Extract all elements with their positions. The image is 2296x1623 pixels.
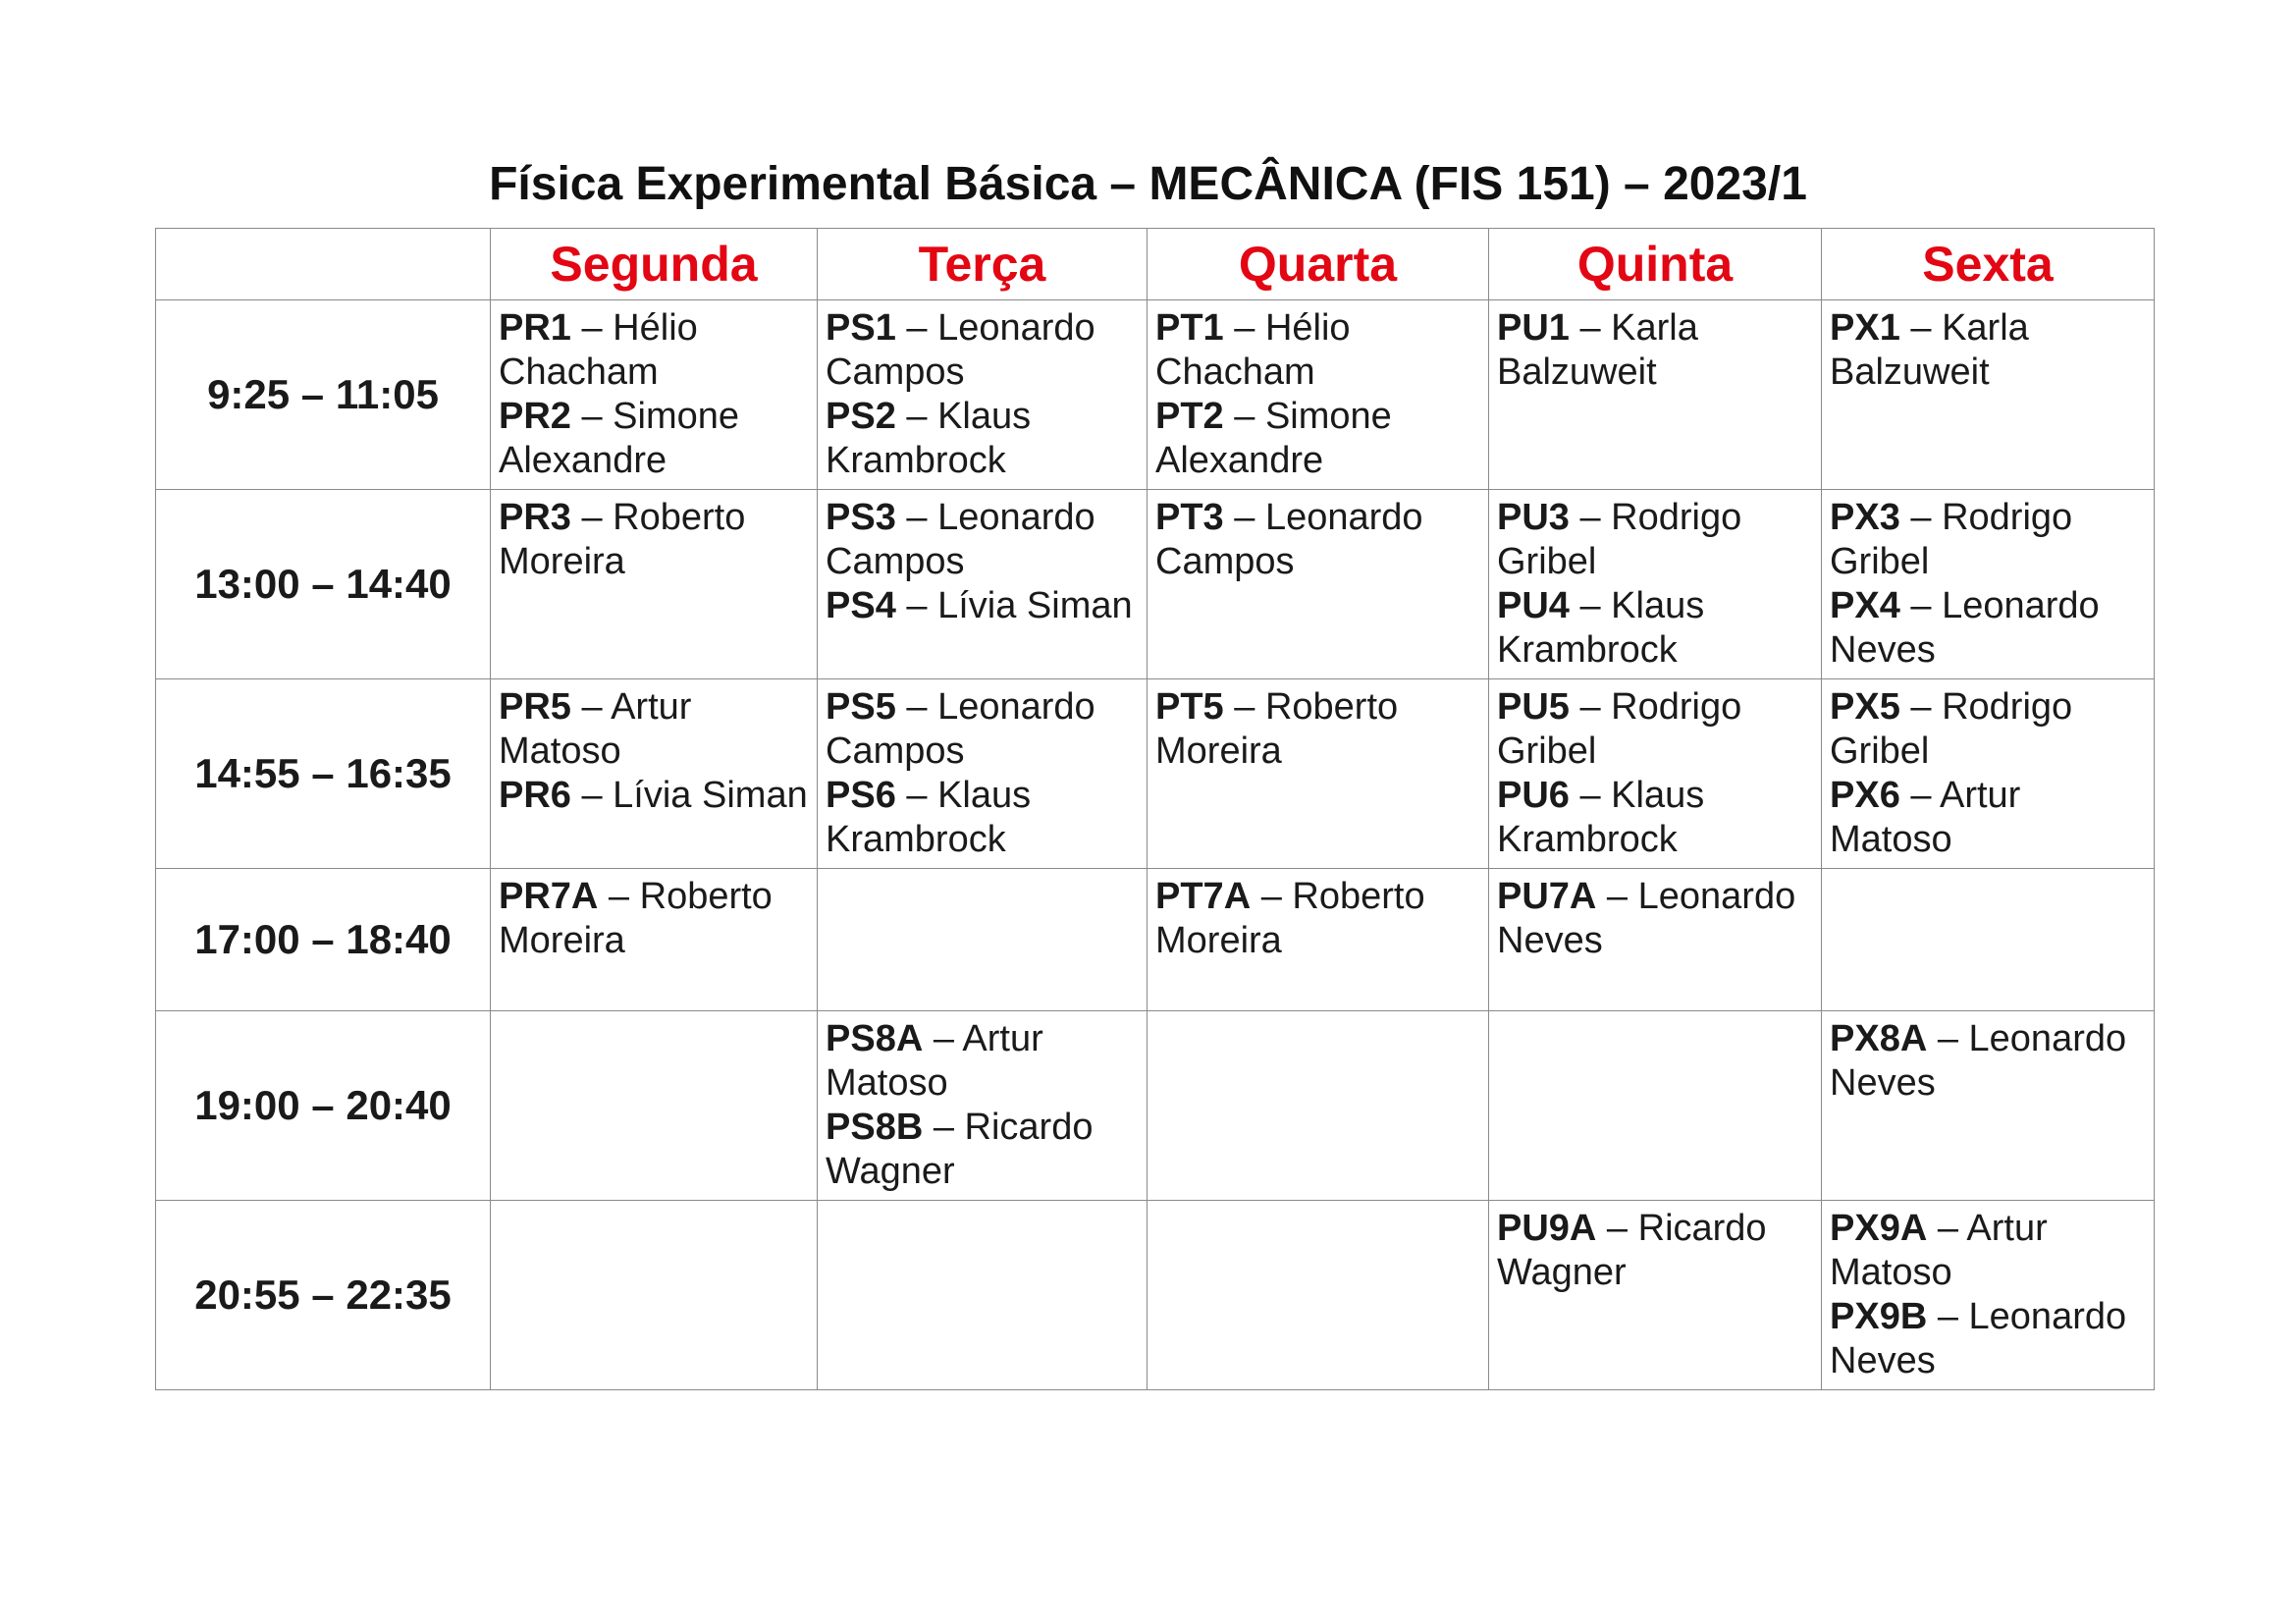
teacher-name: – Rodrigo Gribel [1497,497,1742,582]
teacher-name: – Artur Matoso [1830,775,2021,860]
class-entry [1497,774,1815,862]
class-code: PX4 [1830,585,1900,626]
class-cell-quarta [1148,490,1489,679]
schedule-row [156,1201,2155,1390]
class-cell-segunda [491,1201,818,1390]
class-entry [499,306,811,395]
class-entry [1830,1207,2148,1295]
class-entry [826,496,1141,584]
corner-cell [156,229,491,300]
class-code: PU1 [1497,307,1570,349]
teacher-name: – Rodrigo Gribel [1497,686,1742,772]
class-cell-segunda [491,490,818,679]
class-entry [1497,584,1815,673]
class-code: PR3 [499,497,571,538]
class-code: PS8A [826,1018,924,1059]
class-code: PU4 [1497,585,1570,626]
class-cell-terca [818,679,1148,869]
schedule-row [156,1011,2155,1201]
class-cell-quarta [1148,1201,1489,1390]
class-code: PR2 [499,396,571,437]
teacher-name: – Roberto Moreira [499,497,746,582]
teacher-name: – Karla Balzuweit [1830,307,2029,393]
schedule-row [156,300,2155,490]
teacher-name: – Klaus Krambrock [826,775,1032,860]
teacher-name: – Klaus Krambrock [826,396,1032,481]
schedule-table [155,228,2155,1390]
class-cell-segunda [491,1011,818,1201]
day-header-terca: Terça [818,229,1148,300]
class-code: PT2 [1155,396,1224,437]
day-header-sexta: Sexta [1822,229,2155,300]
class-entry [499,685,811,774]
teacher-name: – Ricardo Wagner [826,1107,1094,1192]
class-cell-segunda [491,679,818,869]
class-code: PX6 [1830,775,1900,816]
teacher-name: – Roberto Moreira [499,876,773,961]
class-code: PX9B [1830,1296,1928,1337]
class-cell-terca [818,1011,1148,1201]
teacher-name: – Rodrigo Gribel [1830,686,2073,772]
class-code: PS3 [826,497,896,538]
class-cell-quarta [1148,679,1489,869]
class-code: PT3 [1155,497,1224,538]
time-slot-cell: 14:55 – 16:35 [156,679,491,869]
class-code: PS5 [826,686,896,728]
teacher-name: – Simone Alexandre [499,396,740,481]
teacher-name: – Leonardo Campos [826,307,1095,393]
teacher-name: – Rodrigo Gribel [1830,497,2073,582]
teacher-name: – Artur Matoso [826,1018,1043,1104]
day-header-quinta: Quinta [1489,229,1822,300]
class-entry [826,685,1141,774]
class-code: PU5 [1497,686,1570,728]
class-entry [1155,395,1482,483]
teacher-name: – Ricardo Wagner [1497,1208,1767,1293]
class-code: PU3 [1497,497,1570,538]
class-code: PX5 [1830,686,1900,728]
teacher-name: – Lívia Siman [570,775,808,816]
teacher-name: – Leonardo Neves [1497,876,1796,961]
class-entry [1497,875,1815,963]
class-code: PU6 [1497,775,1570,816]
class-cell-quinta [1489,1011,1822,1201]
class-entry [826,1106,1141,1194]
page-title: Física Experimental Básica – MECÂNICA (FIS 151) – 2023/1 [489,158,1807,210]
class-code: PT1 [1155,307,1224,349]
class-code: PS4 [826,585,896,626]
teacher-name: – Leonardo Neves [1830,585,2100,671]
class-entry [826,395,1141,483]
class-entry [1497,306,1815,395]
class-entry [826,306,1141,395]
schedule-row [156,490,2155,679]
class-cell-quinta [1489,1201,1822,1390]
class-code: PX9A [1830,1208,1928,1249]
class-entry [1155,875,1482,963]
day-header-row [156,229,2155,300]
teacher-name: – Roberto Moreira [1155,686,1399,772]
class-entry [826,1017,1141,1106]
class-entry [499,774,811,818]
class-code: PR1 [499,307,571,349]
class-entry [826,584,1141,628]
teacher-name: – Simone Alexandre [1155,396,1392,481]
class-cell-sexta [1822,1201,2155,1390]
teacher-name: – Hélio Chacham [1155,307,1351,393]
class-code: PR5 [499,686,571,728]
class-entry [1830,306,2148,395]
class-code: PS1 [826,307,896,349]
class-cell-sexta [1822,679,2155,869]
class-entry [1830,496,2148,584]
class-cell-quinta [1489,490,1822,679]
class-entry [1830,1295,2148,1383]
teacher-name: – Leonardo Neves [1830,1018,2127,1104]
time-slot-cell: 20:55 – 22:35 [156,1201,491,1390]
time-slot-cell: 19:00 – 20:40 [156,1011,491,1201]
class-entry [1497,685,1815,774]
class-code: PR6 [499,775,571,816]
class-code: PS8B [826,1107,924,1148]
teacher-name: – Artur Matoso [1830,1208,2048,1293]
class-cell-terca [818,490,1148,679]
class-cell-quarta [1148,1011,1489,1201]
class-entry [1830,584,2148,673]
teacher-name: – Artur Matoso [499,686,692,772]
class-cell-sexta [1822,490,2155,679]
class-entry [826,774,1141,862]
class-cell-quinta [1489,679,1822,869]
class-cell-terca [818,869,1148,1011]
class-code: PX3 [1830,497,1900,538]
time-slot-cell: 13:00 – 14:40 [156,490,491,679]
teacher-name: – Klaus Krambrock [1497,775,1705,860]
class-entry [1155,496,1482,584]
class-entry [1830,685,2148,774]
class-cell-quarta [1148,869,1489,1011]
teacher-name: – Leonardo Campos [826,497,1095,582]
class-entry [1830,774,2148,862]
class-cell-segunda [491,869,818,1011]
class-entry [499,496,811,584]
teacher-name: – Lívia Siman [895,585,1133,626]
class-code: PT7A [1155,876,1252,917]
class-cell-quinta [1489,300,1822,490]
teacher-name: – Hélio Chacham [499,307,698,393]
class-cell-sexta [1822,300,2155,490]
class-cell-terca [818,1201,1148,1390]
class-entry [499,875,811,963]
day-header-quarta: Quarta [1148,229,1489,300]
class-cell-quinta [1489,869,1822,1011]
teacher-name: – Roberto Moreira [1155,876,1425,961]
class-entry [1830,1017,2148,1106]
class-entry [1155,306,1482,395]
teacher-name: – Klaus Krambrock [1497,585,1705,671]
time-slot-cell: 17:00 – 18:40 [156,869,491,1011]
teacher-name: – Karla Balzuweit [1497,307,1698,393]
class-code: PS2 [826,396,896,437]
class-entry [1155,685,1482,774]
class-code: PR7A [499,876,599,917]
class-cell-terca [818,300,1148,490]
class-code: PS6 [826,775,896,816]
class-code: PX8A [1830,1018,1928,1059]
class-entry [1497,1207,1815,1295]
class-code: PU7A [1497,876,1597,917]
teacher-name: – Leonardo Campos [826,686,1095,772]
day-header-segunda: Segunda [491,229,818,300]
class-entry [1497,496,1815,584]
class-code: PT5 [1155,686,1224,728]
class-entry [499,395,811,483]
class-cell-quarta [1148,300,1489,490]
time-slot-cell: 9:25 – 11:05 [156,300,491,490]
teacher-name: – Leonardo Campos [1155,497,1423,582]
schedule-row [156,869,2155,1011]
schedule-row [156,679,2155,869]
class-cell-sexta [1822,869,2155,1011]
teacher-name: – Leonardo Neves [1830,1296,2127,1381]
class-cell-segunda [491,300,818,490]
class-code: PU9A [1497,1208,1597,1249]
class-code: PX1 [1830,307,1900,349]
class-cell-sexta [1822,1011,2155,1201]
